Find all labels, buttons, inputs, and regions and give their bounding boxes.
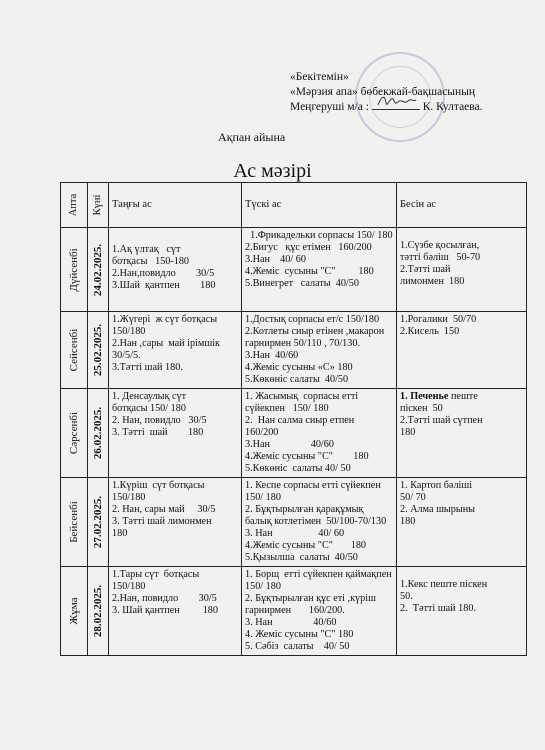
snack-cell: 1. Печенье пеште піскен 50 2.Тәтті шай сүтпен 180 — [397, 389, 527, 478]
lunch-cell: 1.Достық сорпасы ет/с 150/180 2.Котлеты сиыр етінен ,макарон гарнирмен 50/110 , 70/130. 3.Нан 40/60 4.Жеміс сусыны «С» 180 5.Көкөніс салаты 40/50 — [242, 312, 397, 389]
table-row — [61, 567, 527, 656]
table-row — [61, 312, 527, 389]
header-lunch: Түскі ас — [242, 183, 397, 228]
snack-cell: 1. Картоп бәліші 50/ 70 2. Алма шырыны 180 — [397, 478, 527, 567]
day-date: 28.02.2025. — [88, 567, 109, 656]
table-row — [61, 389, 527, 478]
breakfast-cell: 1. Денсаулық сүт ботқасы 150/ 180 2. Нан, повидло 30/5 3. Тәтті шай 180 — [109, 389, 242, 478]
approval-block — [290, 70, 540, 115]
lunch-cell: 1.Фрикадельки сорпасы 150/ 180 2.Бигус құс етімен 160/200 3.Нан 40/ 60 4.Жеміс сусыны "С" 180 5.Винегрет салаты 40/50 — [242, 228, 397, 312]
header-week: Апта — [61, 183, 88, 228]
page-title: Ас мәзірі — [233, 160, 312, 182]
snack-cell: 1.Рогалики 50/70 2.Кисель 150 — [397, 312, 527, 389]
day-date: 26.02.2025. — [88, 389, 109, 478]
breakfast-cell: 1.Тары сүт ботқасы 150/180 2.Нан, повидло 30/5 3. Шай қантпен 180 — [109, 567, 242, 656]
header-snack: Бесін ас — [397, 183, 527, 228]
month-label: Ақпан айына — [218, 130, 286, 144]
day-name: Жұма — [61, 567, 88, 656]
header-breakfast: Таңғы ас — [109, 183, 242, 228]
breakfast-cell: 1.Ақ үлтақ сүт ботқасы 150-180 2.Нан,повидло 30/5 3.Шай қантпен 180 — [109, 228, 242, 312]
breakfast-cell: 1.Күріш сүт ботқасы 150/180 2. Нан, сары май 30/5 3. Тәтті шай лимонмен 180 — [109, 478, 242, 567]
day-date: 24.02.2025. — [88, 228, 109, 312]
approval-line-2: «Мәрзия апа» бөбекжай-бақшасының — [290, 85, 476, 98]
approval-line-3 — [290, 99, 540, 115]
day-name: Сәрсенбі — [61, 389, 88, 478]
table-header-row — [61, 183, 527, 228]
header-date: Күні — [88, 183, 109, 228]
signature-icon — [376, 93, 418, 109]
head-name: К. Култаева. — [422, 101, 483, 113]
day-date: 25.02.2025. — [88, 312, 109, 389]
day-name: Бейсенбі — [61, 478, 88, 567]
snack-cell: 1.Кекс пеште піскен 50. 2. Тәтті шай 180. — [397, 567, 527, 656]
signature-line — [372, 99, 420, 110]
table-row — [61, 228, 527, 312]
lunch-cell: 1. Борщ етті сүйекпен қаймақпен 150/ 180 2. Бұқтырылған құс еті ,күріш гарнирмен 160/200. 3. Нан 40/60 4. Жеміс сусыны "С" 180 5. Сәбіз салаты 40/ 50 — [242, 567, 397, 656]
breakfast-cell: 1.Жүгері ж сүт ботқасы 150/180 2.Нан ,сары май ірімшік 30/5/5. 3.Тәтті шай 180. — [109, 312, 242, 389]
day-date: 27.02.2025. — [88, 478, 109, 567]
menu-table — [60, 182, 527, 656]
snack-cell: 1.Сүзбе қосылған, тәтті бәліш 50-70 2.Тәтті шай лимонмен 180 — [397, 228, 527, 312]
lunch-cell: 1. Кеспе сорпасы етті сүйекпен 150/ 180 2. Бұқтырылған қарақұмық балық котлетімен 50/100-70/130 3. Нан 40/ 60 4.Жеміс сусыны "С" 180 5.Қызылша салаты 40/50 — [242, 478, 397, 567]
approval-line-1: «Бекітемін» — [290, 71, 349, 83]
day-name: Дүйсенбі — [61, 228, 88, 312]
lunch-cell: 1. Жасымық сорпасы етті сүйекпен 150/ 180 2. Нан салма сиыр етпен 160/200 3.Нан 40/60 4.Жеміс сусыны "С" 180 5.Көкөніс салаты 40/ 50 — [242, 389, 397, 478]
table-row — [61, 478, 527, 567]
head-label: Меңгеруші м/а : — [290, 101, 369, 113]
day-name: Сейсенбі — [61, 312, 88, 389]
